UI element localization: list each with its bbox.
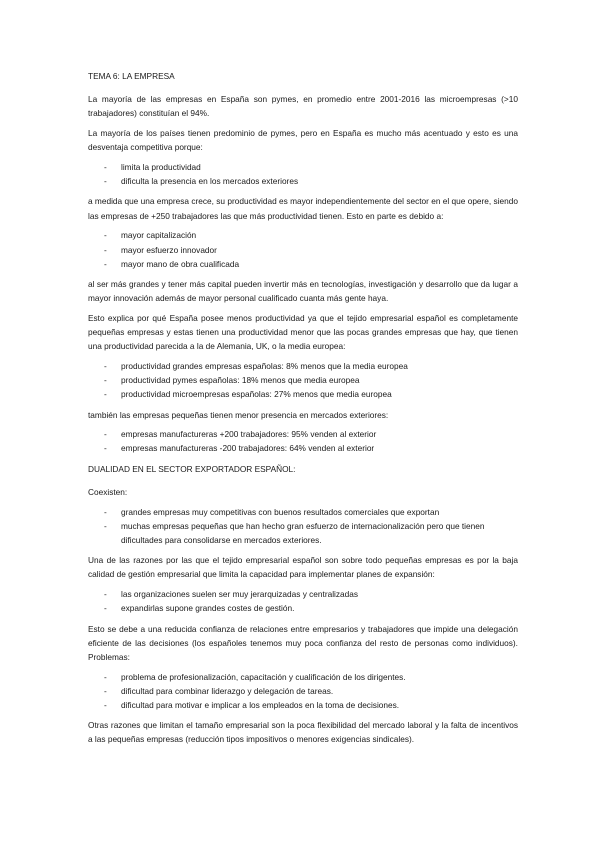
bullet-list bbox=[88, 427, 518, 455]
list-item: - las organizaciones suelen ser muy jerarquizadas y centralizadas bbox=[88, 587, 518, 601]
list-item: - empresas manufactureras +200 trabajadores: 95% venden al exterior bbox=[88, 427, 518, 441]
list-item: - grandes empresas muy competitivas con buenos resultados comerciales que exportan bbox=[88, 505, 518, 519]
list-item: - mayor esfuerzo innovador bbox=[88, 243, 518, 257]
paragraph: La mayoría de los países tienen predominio de pymes, pero en España es mucho más acentuado y esto es una desventaja competitiva porque: bbox=[88, 128, 518, 153]
paragraph: Coexisten: bbox=[88, 486, 128, 497]
paragraph: Esto se debe a una reducida confianza de relaciones entre empresarios y trabajadores que impide una delegación eficiente de las decisiones (los españoles tenemos muy poca confianza del resto de personas como individuos). Problemas: bbox=[88, 623, 518, 662]
paragraph: La mayoría de las empresas en España son pymes, en promedio entre 2001-2016 las microempresas (>10 trabajadores) constituían el 94%. bbox=[88, 94, 518, 119]
list-item: - mayor capitalización bbox=[88, 228, 518, 242]
paragraph: a medida que una empresa crece, su productividad es mayor independientemente del sector en el que opere, siendo las empresas de +250 trabajadores las que más productividad tienen. Esto en parte es debido a: bbox=[88, 196, 518, 221]
bullet-list bbox=[88, 587, 518, 615]
paragraph: Otras razones que limitan el tamaño empresarial son la poca flexibilidad del mercado laboral y la falta de incentivos a las pequeñas empresas (reducción tipos impositivos o menores exigencias sindicales). bbox=[88, 720, 518, 745]
bullet-list bbox=[88, 505, 518, 548]
list-item: - productividad microempresas españolas: 27% menos que media europea bbox=[88, 387, 518, 401]
section-heading: DUALIDAD EN EL SECTOR EXPORTADOR ESPAÑOL: bbox=[88, 463, 296, 474]
document-title: TEMA 6: LA EMPRESA bbox=[88, 71, 175, 81]
paragraph: al ser más grandes y tener más capital pueden invertir más en tecnologías, investigación y desarrollo que da lugar a mayor innovación además de mayor personal cualificado cuanta más gente haya. bbox=[88, 278, 518, 304]
bullet-list bbox=[88, 160, 518, 188]
list-item: - empresas manufactureras -200 trabajadores: 64% venden al exterior bbox=[88, 441, 518, 455]
paragraph: también las empresas pequeñas tienen menor presencia en mercados exteriores: bbox=[88, 409, 389, 420]
list-item: - productividad grandes empresas españolas: 8% menos que la media europea bbox=[88, 359, 518, 373]
bullet-list bbox=[88, 359, 518, 402]
bullet-list bbox=[88, 670, 518, 713]
list-item: - dificulta la presencia en los mercados exteriores bbox=[88, 174, 518, 188]
list-item: - mayor mano de obra cualificada bbox=[88, 257, 518, 271]
list-item: - expandirlas supone grandes costes de gestión. bbox=[88, 601, 518, 615]
paragraph: Esto explica por qué España posee menos productividad ya que el tejido empresarial español es completamente pequeñas empresas y estas tienen una productividad menor que las pocas grandes empresas que hay, que tienen una productividad parecida a la de Alemania, UK, o la media europea: bbox=[88, 312, 518, 352]
bullet-list bbox=[88, 228, 518, 271]
list-item: - dificultad para combinar liderazgo y delegación de tareas. bbox=[88, 684, 518, 698]
document-body bbox=[88, 69, 518, 752]
list-item: - dificultad para motivar e implicar a los empleados en la toma de decisiones. bbox=[88, 698, 518, 712]
list-item: - muchas empresas pequeñas que han hecho gran esfuerzo de internacionalización pero que tienen dificultades para consolidarse en mercados exteriores. bbox=[88, 519, 518, 547]
list-item: - problema de profesionalización, capacitación y cualificación de los dirigentes. bbox=[88, 670, 518, 684]
paragraph: Una de las razones por las que el tejido empresarial español son sobre todo pequeñas empresas es por la baja calidad de gestión empresarial que limita la capacidad para implementar planes de expansión: bbox=[88, 555, 518, 580]
list-item: - limita la productividad bbox=[88, 160, 518, 174]
list-item: - productividad pymes españolas: 18% menos que media europea bbox=[88, 373, 518, 387]
